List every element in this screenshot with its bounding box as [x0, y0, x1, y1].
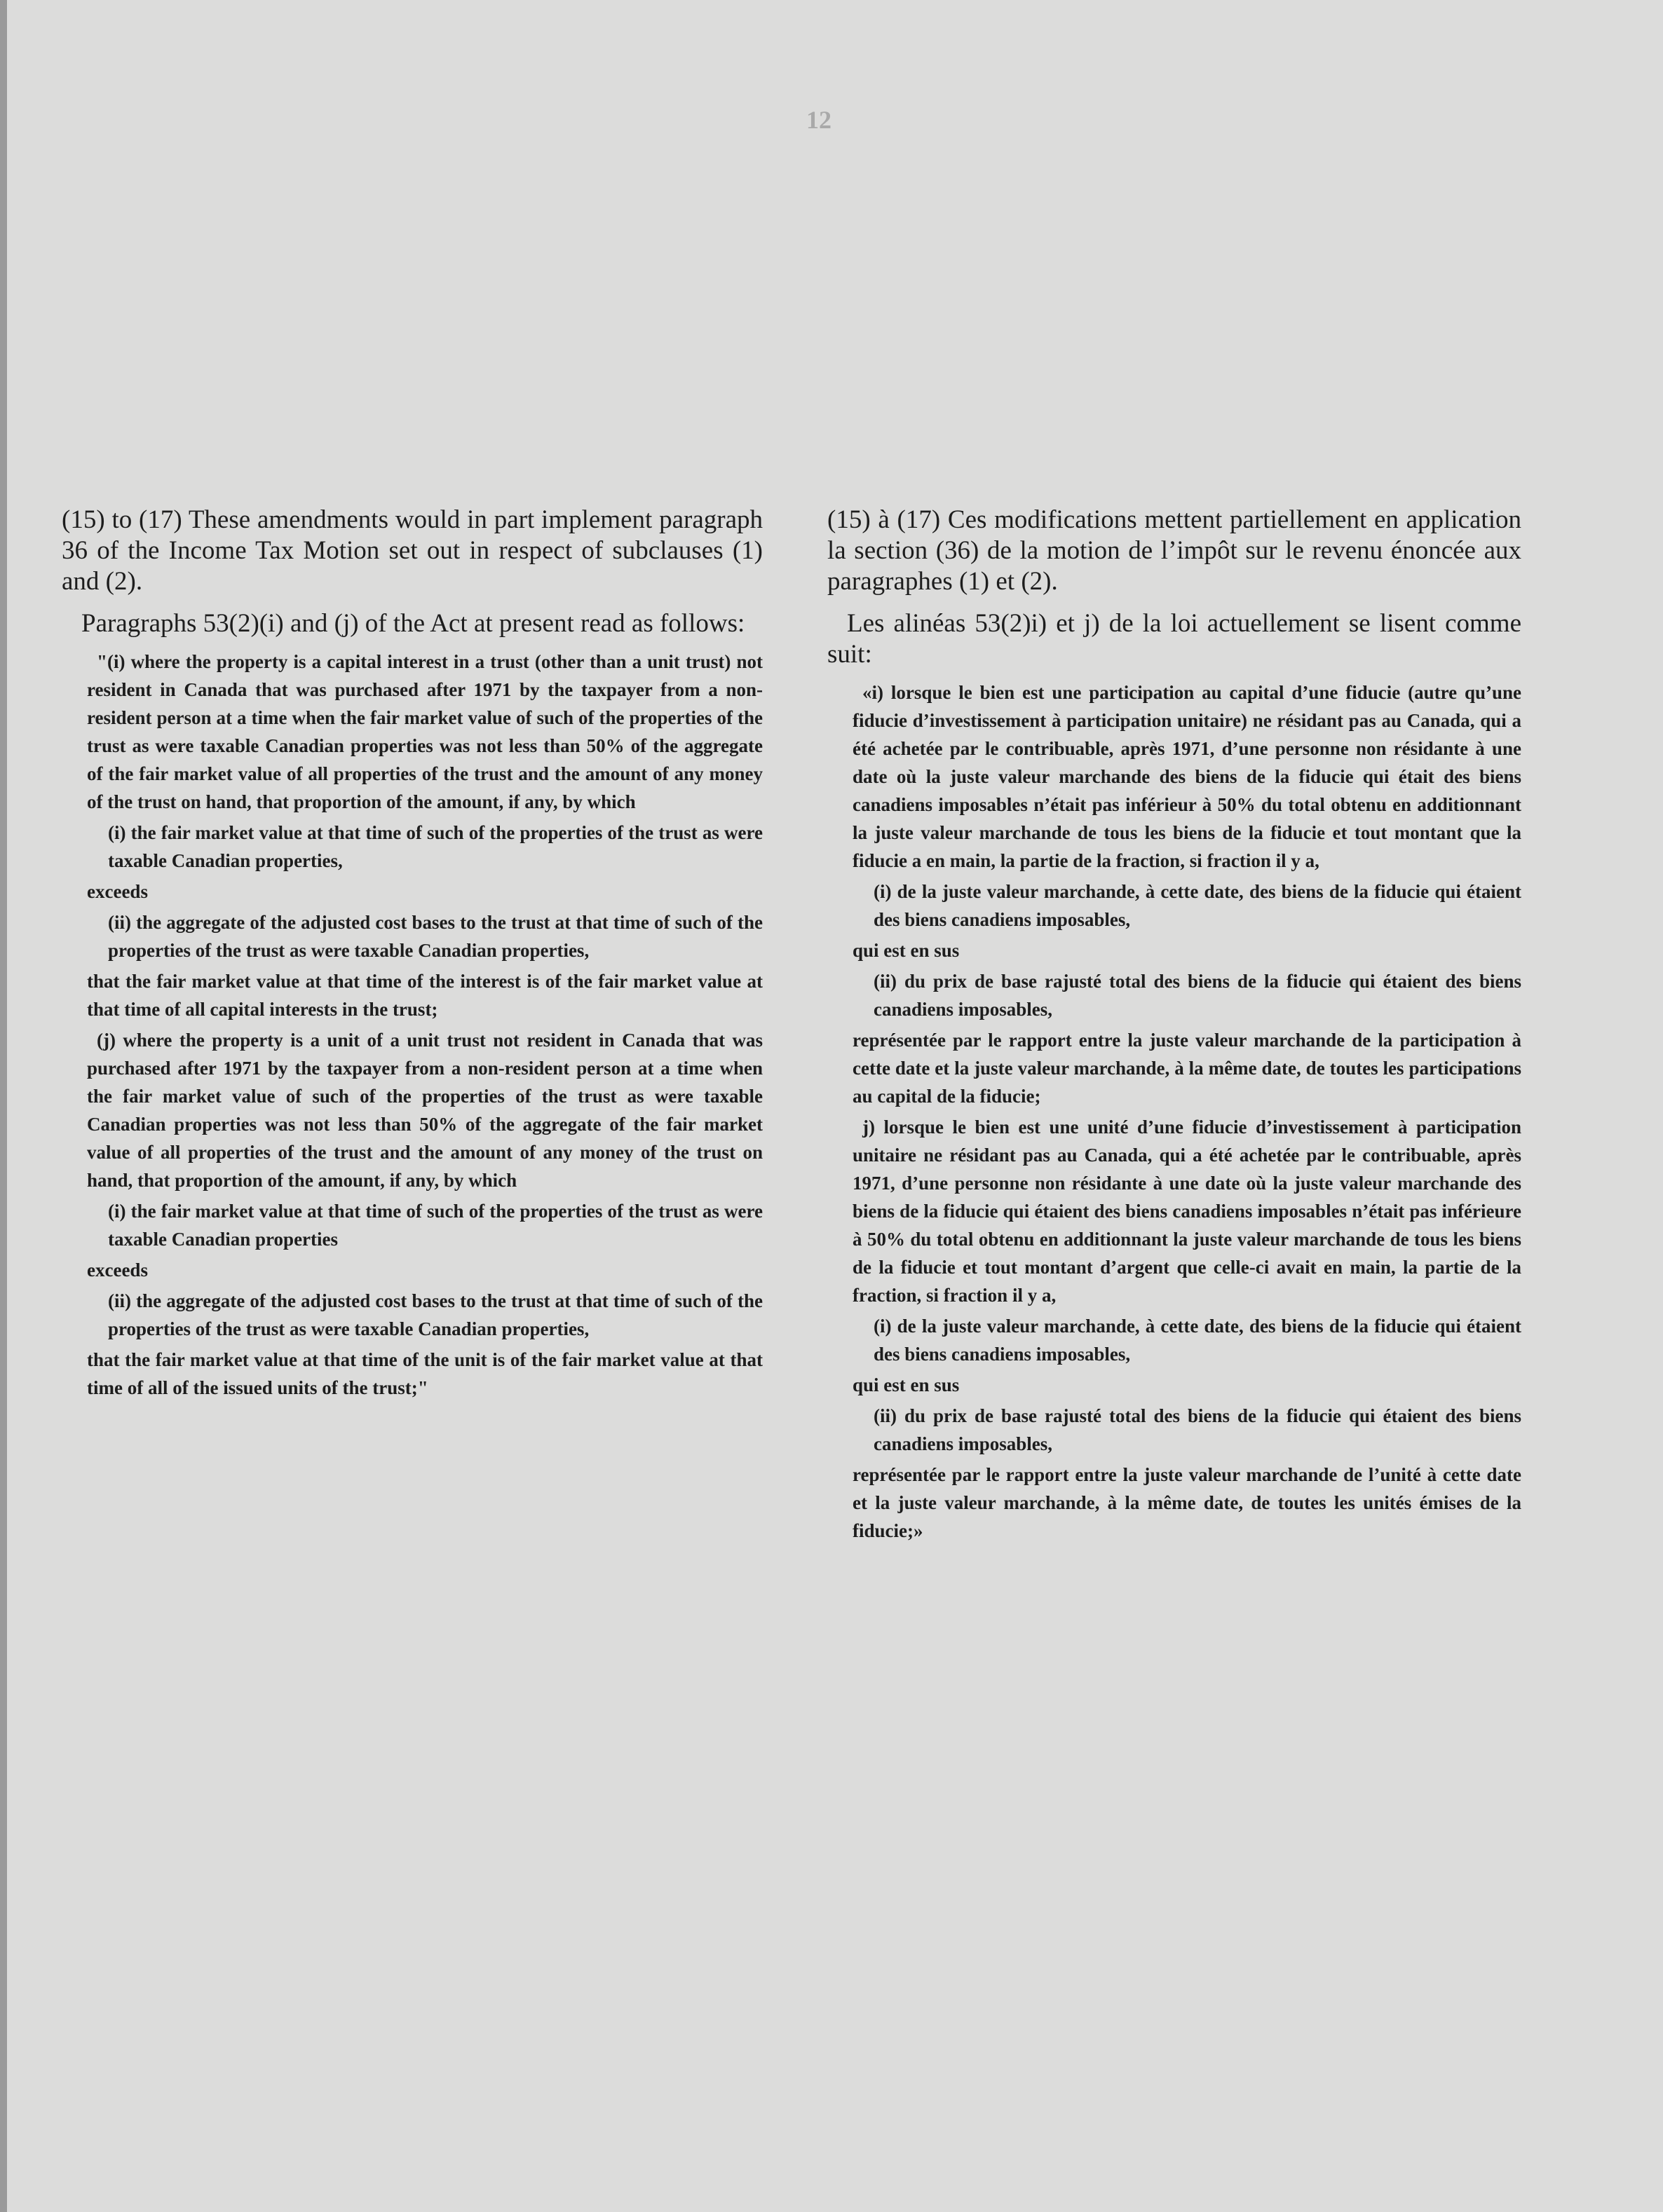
english-closing-j: that the fair market value at that time of the unit is of the fair market value at that time of all of the issued units of the trust;" [87, 1349, 763, 1398]
english-exceeds: exceeds [87, 881, 148, 902]
english-paragraph-j: (j) where the property is a unit of a unit trust not resident in Canada that was purchased after 1971 by the taxpayer from a non-resident person at a time when the fair market value of such of the properties of the trust as were taxable Canadian properties was not less than 50% of the aggregate of the fair market value of all properties of the trust and the amount of any money of the trust on hand, that proportion of the amount, if any, by which [87, 1030, 763, 1191]
english-intro: (15) to (17) These amendments would in part implement paragraph 36 of the Income Tax Motion set out in respect of subclauses (1) and (2). [62, 505, 763, 596]
french-closing-j: représentée par le rapport entre la juste valeur marchande de l’unité à cette date et la juste valeur marchande, à la même date, de toutes les unités émises de la fiducie;» [853, 1464, 1521, 1541]
french-qui-est-en-sus-j: qui est en sus [853, 1374, 960, 1395]
french-intro: (15) à (17) Ces modifications mettent partiellement en application la section (36) de la motion de l’impôt sur le revenu énoncée aux paragraphes (1) et (2). [827, 505, 1521, 596]
page-number: 12 [806, 106, 832, 134]
english-subparagraph-j-i: (i) the fair market value at that time of such of the properties of the trust as were taxable Canadian properties [108, 1201, 763, 1250]
page-edge-shadow [0, 0, 7, 2212]
french-lead: Les alinéas 53(2)i) et j) de la loi actuellement se lisent comme suit: [827, 609, 1521, 669]
french-paragraph-i: «i) lorsque le bien est une participation au capital d’une fiducie (autre qu’une fiducie d’investissement à participation unitaire) ne résidant pas au Canada, qui a été achetée par le contribuable, après 1971, d’une personne non résidante à une date où la juste valeur marchande des biens de la fiducie qui était des biens canadiens imposables n’était pas inférieur à 50% du total obtenu en additionnant la juste valeur marchande de tous les biens de la fiducie et tout montant que la fiducie a en main, la partie de la fraction, si fraction il y a, [853, 682, 1521, 871]
english-quoted-provision [62, 648, 763, 1402]
english-subparagraph-j-ii: (ii) the aggregate of the adjusted cost bases to the trust at that time of such of the properties of the trust as were taxable Canadian properties, [108, 1290, 763, 1339]
english-column [62, 505, 763, 1405]
french-subparagraph-j-ii: (ii) du prix de base rajusté total des biens de la fiducie qui étaient des biens canadiens imposables, [874, 1405, 1521, 1454]
english-exceeds-j: exceeds [87, 1259, 148, 1281]
english-closing-i: that the fair market value at that time of the interest is of the fair market value at that time of all capital interests in the trust; [87, 971, 763, 1020]
english-subparagraph-i: (i) the fair market value at that time of such of the properties of the trust as were taxable Canadian properties, [108, 822, 763, 871]
french-closing-i: représentée par le rapport entre la juste valeur marchande de la participation à cette date et la juste valeur marchande, à la même date, de toutes les participations au capital de la fiducie; [853, 1030, 1521, 1107]
english-subparagraph-ii: (ii) the aggregate of the adjusted cost bases to the trust at that time of such of the properties of the trust as were taxable Canadian properties, [108, 912, 763, 961]
french-subparagraph-i: (i) de la juste valeur marchande, à cette date, des biens de la fiducie qui étaient des biens canadiens imposables, [874, 881, 1521, 930]
french-subparagraph-ii: (ii) du prix de base rajusté total des biens de la fiducie qui étaient des biens canadiens imposables, [874, 971, 1521, 1020]
french-quoted-provision [827, 678, 1521, 1545]
french-subparagraph-j-i: (i) de la juste valeur marchande, à cette date, des biens de la fiducie qui étaient des biens canadiens imposables, [874, 1316, 1521, 1365]
english-paragraph-i: "(i) where the property is a capital interest in a trust (other than a unit trust) not resident in Canada that was purchased after 1971 by the taxpayer from a non-resident person at a time when the fair market value of such of the properties of the trust as were taxable Canadian properties was not less than 50% of the aggregate of the fair market value of all properties of the trust and the amount of any money of the trust on hand, that proportion of the amount, if any, by which [87, 651, 763, 812]
french-paragraph-j: j) lorsque le bien est une unité d’une fiducie d’investissement à participation unitaire ne résidant pas au Canada, qui a été achetée par le contribuable, après 1971, d’une personne non résidante à une date où la juste valeur marchande des biens de la fiducie qui étaient des biens canadiens imposables n’était pas inférieure à 50% du total obtenu en additionnant la juste valeur marchande de tous les biens de la fiducie et tout montant d’argent que celle-ci avait en main, la partie de la fraction, si fraction il y a, [853, 1117, 1521, 1306]
french-column [827, 505, 1521, 1548]
english-lead: Paragraphs 53(2)(i) and (j) of the Act at present read as follows: [81, 609, 745, 638]
french-qui-est-en-sus: qui est en sus [853, 940, 960, 961]
